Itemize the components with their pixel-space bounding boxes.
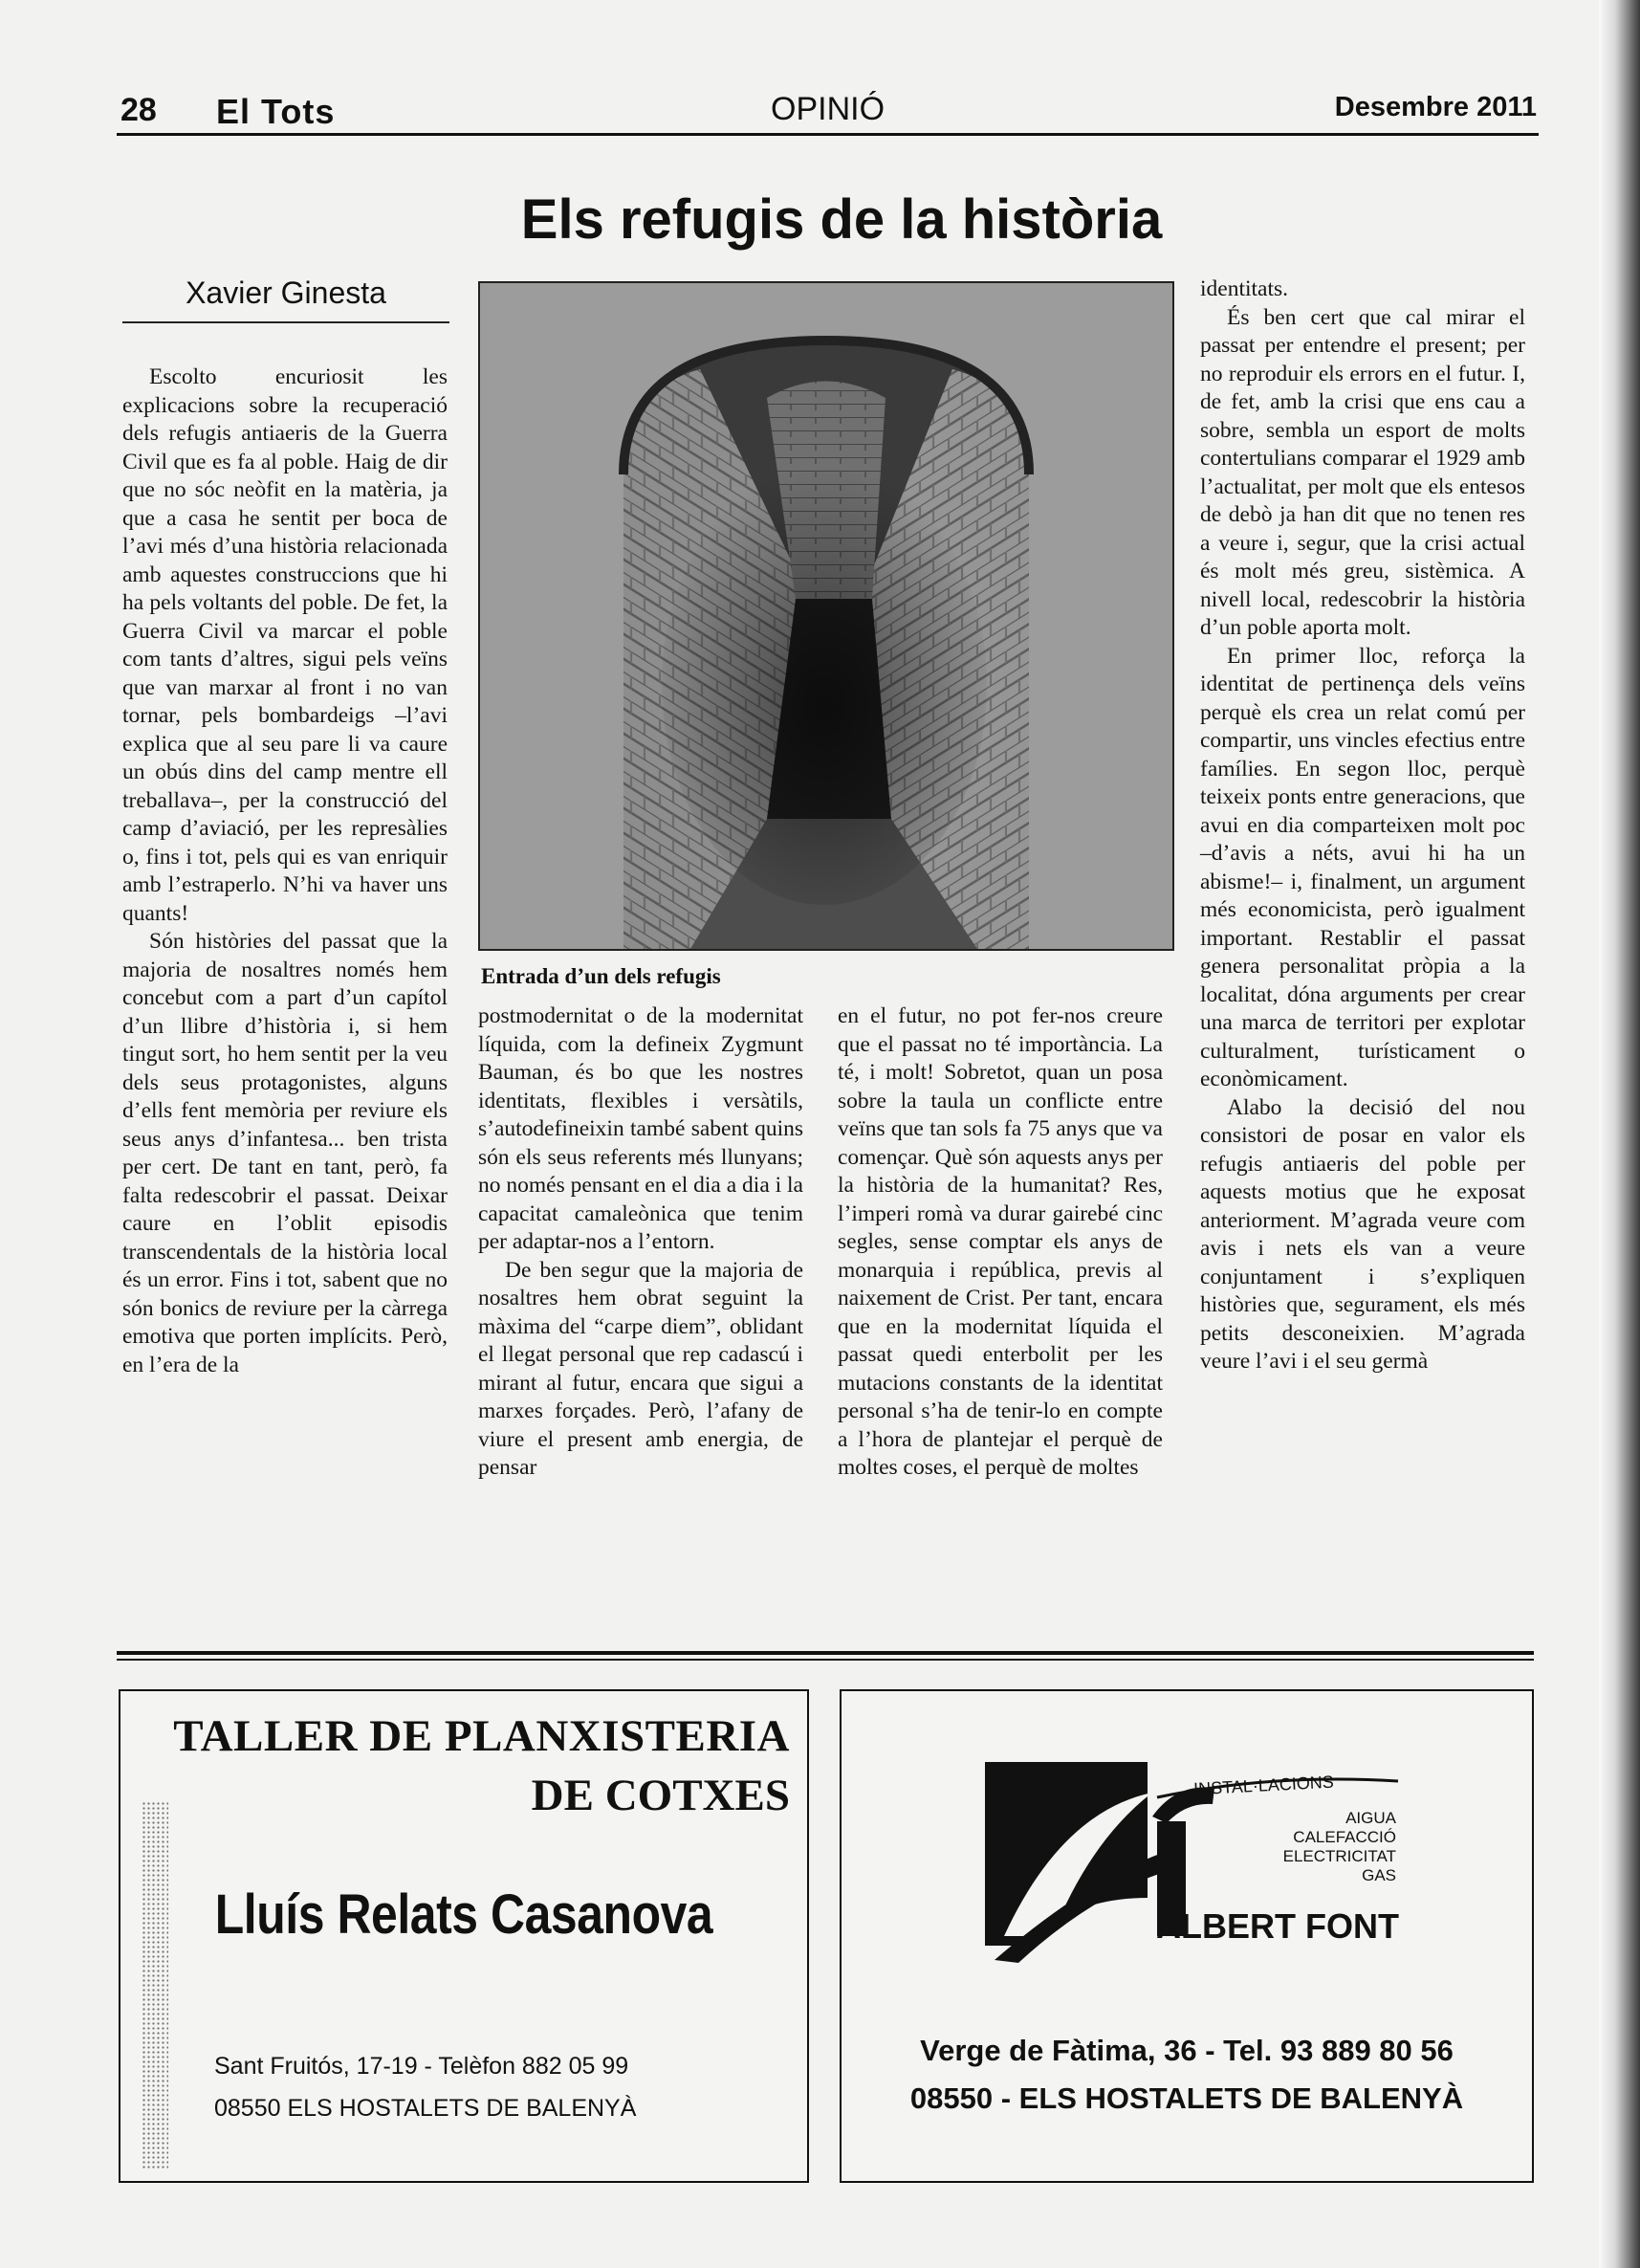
service-water: AIGUA [1345,1809,1396,1827]
paragraph: Escolto encuriosit les explicacions sobre la recuperació dels refugis antiaeris de la Guerra Civil que es fa al poble. Haig de dir que no sóc neòfit en la matèria, ja que a casa he sentit per boca de l’avi més d’una història relacionada amb aquestes construccions que hi ha pels voltants del poble. De fet, la Guerra Civil va marcar el poble com tants d’altres, sigui pels veïns que van marxar al front i no van tornar, pels bombardeigs –l’avi explica que al seu pare li va caure un obús dins del camp mentre ell treballava–, per la construcció del camp d’aviació, per les represàlies o, fins i tot, pels qui es van enriquir amb l’estraperlo. N’hi va haver uns quants! [122,364,448,926]
ad-body-shop [119,1689,809,2183]
service-electricity: ELECTRICITAT [1282,1847,1396,1865]
dot-pattern [142,1801,168,2169]
publication-name: El Tots [216,92,336,131]
paragraph: postmodernitat o de la modernitat líquida, com la defineix Zygmunt Bauman, és bo que les nostres identitats, flexibles i versàtils, s’autodefineixin també sabent quins són els seus referents més llunyans; no només pensant en el dia a dia i la capacitat camaleònica que tenim per adaptar-nos a l’entorn. [478,1003,803,1254]
service-gas: GAS [1362,1866,1396,1884]
ad-business-name: ALBERT FONT [1156,1906,1399,1946]
ad-address: Sant Fruitós, 17-19 - Telèfon 882 05 99 [214,2053,629,2080]
shelter-tunnel-photo [478,281,1174,951]
ad-heading-2: DE COTXES [531,1771,790,1820]
photo-caption: Entrada d’un dels refugis [481,964,721,988]
article-column-3 [838,1002,1163,1624]
article-author: Xavier Ginesta [186,275,386,310]
page-binding-edge [1599,0,1640,2268]
article-title: Els refugis de la història [520,188,1163,251]
tunnel-image [480,283,1172,949]
paragraph: en el futur, no pot fer-nos creure que el passat no té importància. La té, i molt! Sobretot, quan un posa sobre la taula un conflicte entre veïns que tan sols fa 75 anys que va començar. Què són aquests anys per la història de la humanitat? Res, l’imperi romà va durar gairebé cinc segles, sense comptar els anys de monarquia i república, previs al naixement de Crist. Per tant, encara que en la modernitat líquida el passat quedi enterbolit per les mutacions constants de la identitat personal s’ha de tenir-lo en compte a l’hora de plantejar el perquè de moltes coses, el perquè de moltes [838,1003,1163,1480]
ad-business-name: Lluís Relats Casanova [214,1883,713,1946]
paragraph: És ben cert que cal mirar el passat per entendre el present; per no reproduir els errors en el futur. I, de fet, amb la crisi que ens cau a sobre, sembla un esport de molts contertulians comparar el 1929 amb l’actualitat, per molt que els entesos de debò ja han dit que no tenen res a veure i, segur, que la crisi actual és molt més greu, sistèmica. A nivell local, redescobrir la història d’un poble aporta molt. [1200,304,1525,640]
author-rule [122,321,449,323]
section-name: OPINIÓ [771,91,886,127]
ad-installations [840,1689,1534,2183]
issue-date: Desembre 2011 [1334,92,1537,122]
logo-word: INSTAL·LACIONS [1192,1772,1335,1799]
albert-font-logo [985,1754,1406,1965]
header-rule [117,133,1539,136]
ad-city: 08550 ELS HOSTALETS DE BALENYÀ [214,2095,637,2122]
ad-city: 08550 - ELS HOSTALETS DE BALENYÀ [909,2081,1464,2115]
service-heating: CALEFACCIÓ [1293,1828,1396,1846]
paragraph: En primer lloc, reforça la identitat de pertinença dels veïns perquè els crea un relat comú per compartir, uns vincles efectius entre famílies. En segon lloc, perquè teixeix ponts entre generacions, que avui en dia comparteixen molt poc –d’avis a néts, avui hi ha un abisme!– i, finalment, un argument més economicista, però igualment important. Restablir el passat genera personalitat pròpia a la localitat, dóna arguments per crear una marca de territori per explotar culturalment, turísticament o econòmicament. [1200,643,1525,1091]
page-number: 28 [120,92,157,128]
article-column-1 [122,363,448,1617]
paragraph: Són històries del passat que la majoria de nosaltres només hem concebut com a part d’un capítol d’un llibre d’història i, si hem tingut sort, ho hem sentit per la veu dels seus protagonistes, alguns d’ells fent memòria per reviure els seus anys d’infantesa... ben trista per cert. De tant en tant, però, fa falta redescobrir el passat. Deixar caure en l’oblit episodis transcendentals de la història local és un error. Fins i tot, sabent que no són bonics de reviure per la càrrega emotiva que porten implícits. Però, en l’era de la [122,929,448,1377]
article-column-2 [478,1002,803,1624]
paragraph: identitats. [1200,276,1289,301]
paragraph: Alabo la decisió del nou consistori de posar en valor els refugis antiaeris del poble per aquests motius que he exposat anteriorment. M’agrada veure com avis i nets els van a veure conjuntament i s’expliquen històries que, segurament, els més petits desconeixien. M’agrada veure l’avi i el seu germà [1200,1094,1525,1374]
paragraph: De ben segur que la majoria de nosaltres hem obrat seguint la màxima del “carpe diem”, oblidant el llegat personal que rep cadascú i mirant al futur, encara que sigui a marxes forçades. Però, l’afany de viure el present amb energia, de pensar [478,1257,803,1480]
ads-separator [117,1651,1534,1655]
ads-separator-thin [117,1659,1534,1661]
ad-heading: TALLER DE PLANXISTERIA [173,1711,790,1761]
ad-address: Verge de Fàtima, 36 - Tel. 93 889 80 56 [920,2034,1454,2067]
article-column-4 [1200,275,1525,1615]
